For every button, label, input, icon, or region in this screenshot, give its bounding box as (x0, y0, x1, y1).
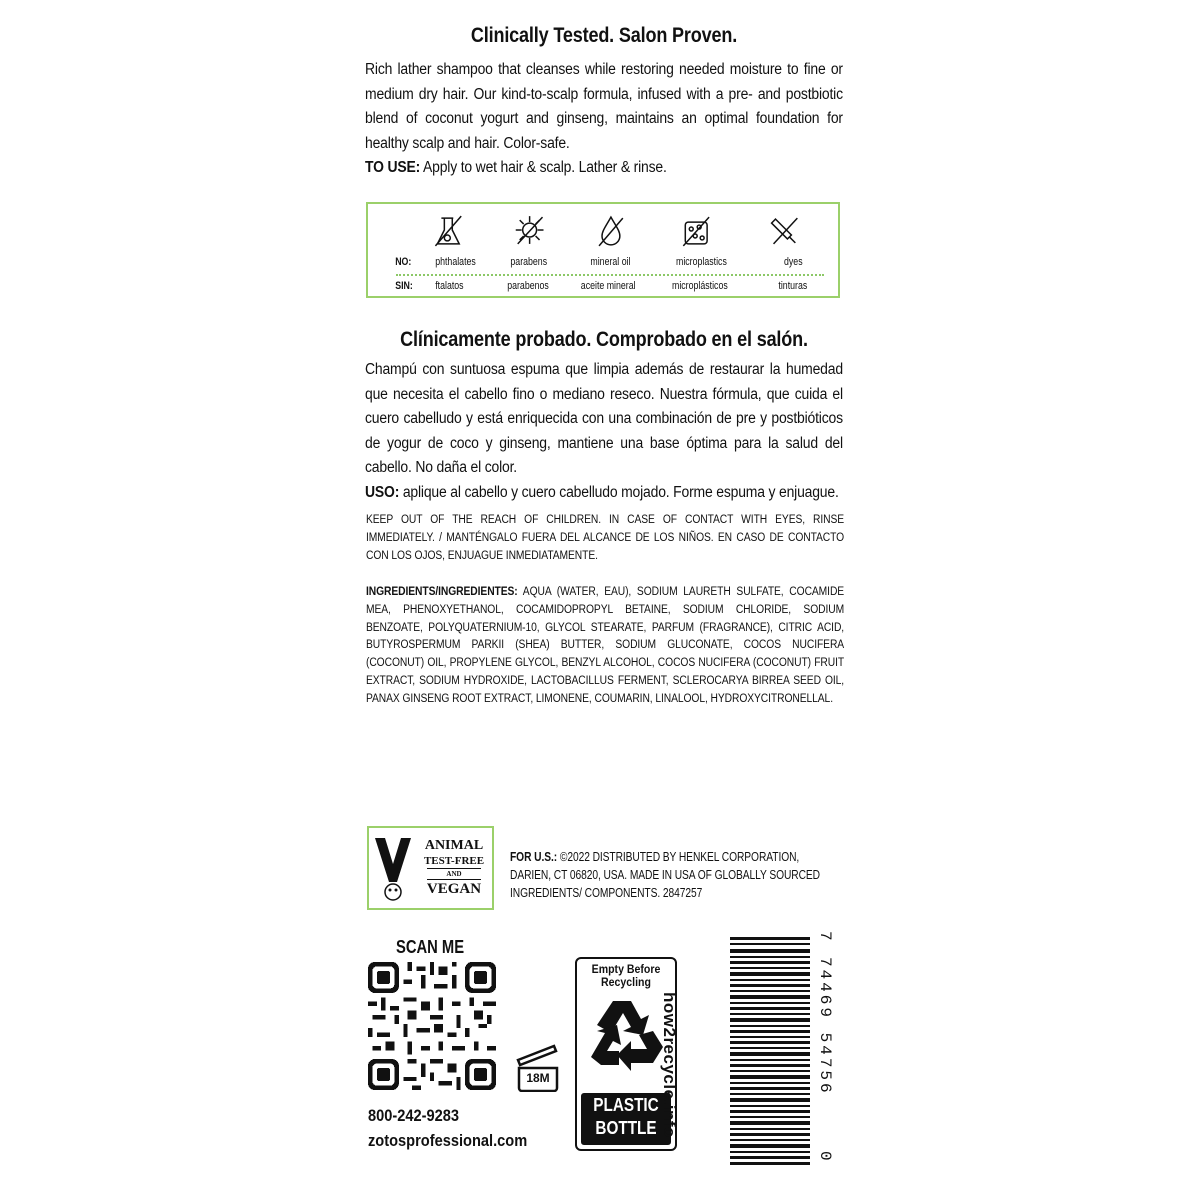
dotted-divider (396, 274, 824, 276)
plastic-label: PLASTIC (593, 1095, 659, 1115)
pao-label: 18M (526, 1071, 550, 1085)
english-description (365, 58, 843, 181)
barcode-bars (730, 937, 810, 1165)
ingredients-label: INGREDIENTS/INGREDIENTES: (366, 584, 518, 598)
free-es-2: parabenos (507, 280, 549, 292)
distribution-label: FOR U.S.: (510, 850, 558, 864)
phone-number: 800-242-9283 (368, 1106, 460, 1125)
english-heading: Clinically Tested. Salon Proven. (470, 24, 738, 47)
free-en-4: microplastics (676, 256, 727, 268)
free-es-1: ftalatos (435, 280, 464, 292)
free-en-2: parabens (510, 256, 548, 268)
spanish-description (365, 358, 843, 505)
parabens-icon (516, 216, 544, 244)
free-from-row-es (368, 280, 808, 296)
free-from-row-en (368, 256, 803, 272)
free-en-1: phthalates (435, 256, 476, 268)
uso-text: aplique al cabello y cuero cabelludo mojado. Forme espuma y enjuague. (402, 483, 839, 501)
ingredients (366, 583, 844, 708)
microplastics-icon (683, 217, 709, 246)
badge-line-4: VEGAN (426, 881, 482, 897)
spanish-heading: Clínicamente probado. Comprobado en el salón. (400, 328, 808, 351)
free-en-5: dyes (784, 256, 803, 268)
phthalates-icon (435, 216, 461, 246)
animal-test-free-vegan-badge (367, 826, 494, 910)
no-label: NO: (395, 256, 412, 268)
barcode-first-digit: 0 (816, 1151, 834, 1161)
free-es-3: aceite mineral (580, 280, 636, 292)
qr-code[interactable] (368, 962, 496, 1090)
distribution-body: ©2022 DISTRIBUTED BY HENKEL CORPORATION, DARIEN, CT 06820, USA. MADE IN USA OF GLOBALLY SOURCED INGREDIENTS/ COMPONENTS. 2847257 (510, 850, 821, 900)
uso-label: USO: (365, 483, 400, 501)
website: zotosprofessional.com (368, 1131, 528, 1150)
vegan-v-icon (373, 834, 413, 904)
free-es-4: microplásticos (672, 280, 728, 292)
ingredients-text: AQUA (WATER, EAU), SODIUM LAURETH SULFATE, COCAMIDE MEA, PHENOXYETHANOL, COCAMIDOPROPYL BETAINE, SODIUM CHLORIDE, SODIUM BENZOATE, POLYQUATERNIUM-10, GLYCOL STEARATE, PARFUM (FRAGRANCE), CITRIC ACID, BUTYROSPERMUM PARKII (SHEA) BUTTER, SODIUM GLUCONATE, COCOS NUCIFERA (COCONUT) OIL, PROPYLENE GLYCOL, BENZYL ALCOHOL, COCOS NUCIFERA (COCONUT) FRUIT EXTRACT, SODIUM HYDROXIDE, LACTOBACILLUS FERMENT, SCLEROCARYA BIRREA SEED OIL, PANAX GINSENG ROOT EXTRACT, LIMONENE, COUMARIN, LINALOOL, HYDROXYCITRONELLAL. (366, 584, 845, 705)
badge-text (417, 838, 491, 898)
badge-line-1: ANIMAL (424, 838, 484, 853)
scan-me-label: SCAN ME (396, 937, 465, 957)
period-after-opening (514, 1040, 562, 1092)
spanish-description-text: Champú con suntuosa espuma que limpia además de restaurar la humedad que necesita el cabello fino o mediano reseco. Nuestra fórmula, que cuida el cuero cabelludo y está enriquecida con una combinación de pre y postbióticos de yogur de coco y ginseng, mantiene una base óptima para la salud del cabello. No daña el color. (365, 361, 843, 476)
badge-line-3: AND (427, 868, 481, 880)
barcode-last-digit: 7 (816, 931, 834, 941)
warning-text: KEEP OUT OF THE REACH OF CHILDREN. IN CASE OF CONTACT WITH EYES, RINSE IMMEDIATELY. / MANTÉNGALO FUERA DEL ALCANCE DE LOS NIÑOS. EN CASO DE CONTACTO CON LOS OJOS, ENJUAGUE INMEDIATAMENTE. (366, 512, 845, 562)
english-description-text: Rich lather shampoo that cleanses while restoring needed moisture to fine or medium dry hair. Our kind-to-scalp formula, infused with a pre- and postbiotic blend of coconut yogurt and ginseng, maintains an optimal foundation for healthy scalp and hair. Color-safe. (365, 61, 843, 152)
how2recycle-url[interactable]: how2recycle.info (660, 992, 679, 1138)
to-use-label: TO USE: (365, 159, 421, 176)
barcode (730, 931, 834, 1165)
distribution-text (510, 848, 838, 902)
badge-line-2: TEST-FREE (423, 855, 485, 867)
free-es-5: tinturas (778, 280, 808, 292)
barcode-middle-digits: 74469 54756 (816, 957, 834, 1096)
mineral-oil-icon (599, 217, 623, 246)
recycle-top-text: Empty Before Recycling (591, 962, 661, 989)
to-use-text: Apply to wet hair & scalp. Lather & rinse. (423, 159, 667, 176)
free-from-box (366, 202, 840, 298)
free-en-3: mineral oil (590, 256, 631, 268)
sin-label: SIN: (395, 280, 413, 292)
free-from-icons (368, 212, 838, 252)
bottle-label: BOTTLE (595, 1118, 657, 1138)
dyes-icon (772, 218, 798, 244)
